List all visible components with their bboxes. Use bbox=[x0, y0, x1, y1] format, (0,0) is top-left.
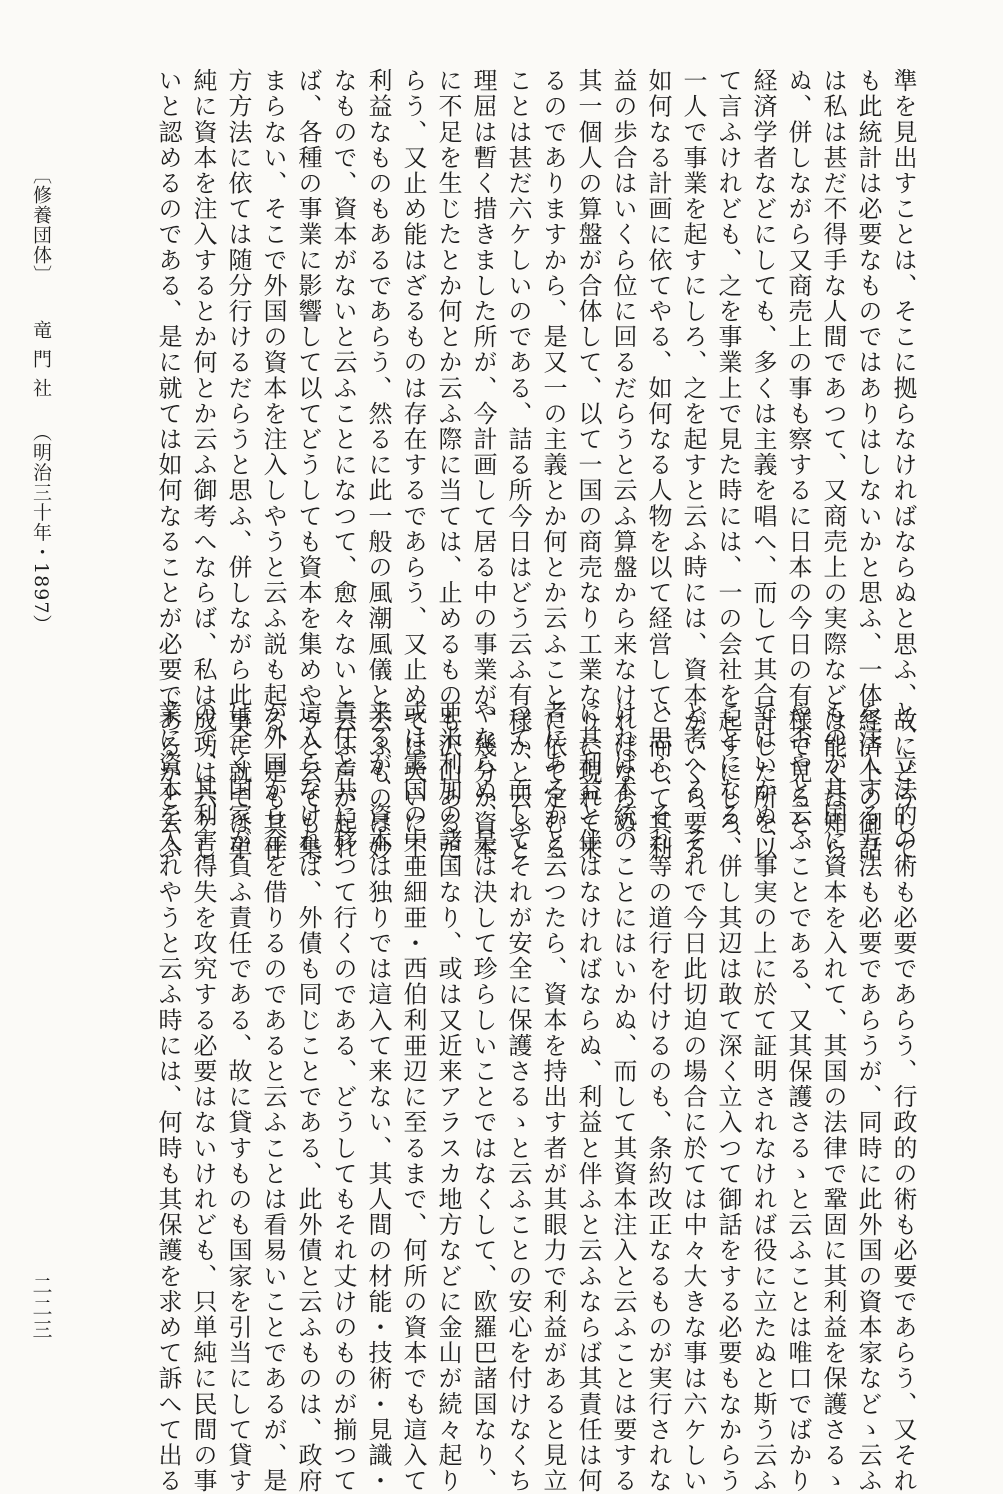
text-column: ば、各種の事業に影響して以てどうしても資本を集めやうと云ても集 bbox=[294, 68, 322, 862]
text-column: ことになる、併し其辺は敢て深く立入つて御話をする必要もなからう bbox=[714, 700, 742, 1494]
text-column: やならぬ、是は決して珍らしいことではなくして、欧羅巴諸国なり、 bbox=[469, 700, 497, 1494]
text-column: ぬ、併しながら又商売上の事も察するに日本の今日の有様で見ると、 bbox=[784, 68, 812, 862]
text-column: と思ふ、それ等の道行を付けるのも、条約改正なるものが実行されな bbox=[644, 700, 672, 1494]
text-column: が外国から金を借りるのであると云ふことは看易いことであるが、是 bbox=[259, 700, 287, 1494]
text-column: なもので、資本がないと云ふことになつて、愈々ないと云ふ声が起れ bbox=[329, 68, 357, 862]
source-organization: 〔修養団体〕 bbox=[30, 165, 52, 285]
text-column: 一人で事業を起すにしろ、之を起すと云ふ時には、資本がいくら要る bbox=[679, 68, 707, 862]
text-column: 者にあるかと云つたら、資本を持出す者が其眼力で利益があると見立 bbox=[539, 700, 567, 1494]
text-column: は全く国家が負ふ責任である、故に貸すものも国家を引当にして貸す bbox=[224, 700, 252, 1494]
text-column: ので、其利害得失を攻究する必要はないけれども、只単純に民間の事 bbox=[189, 700, 217, 1494]
text-column: 準を見出すことは、そこに拠らなければならぬと思ふ、故にどうして bbox=[889, 68, 917, 862]
text-column: ではいかぬ、事実の上に於て証明されなければ役に立たぬと斯う云ふ bbox=[749, 700, 777, 1494]
text-column: に其利益と伴はなければならぬ、利益と伴ふと云ふならば其責任は何 bbox=[574, 700, 602, 1494]
text-column: ことは甚だ六ケしいのである、詰る所今日はどう云ふ有様かと云ふと bbox=[504, 68, 532, 862]
text-column: と、立法的の術も必要であらう、行政的の術も必要であらう、又それ bbox=[889, 700, 917, 1494]
text-column: ければ本統のことにはいかぬ、而して其資本注入と云ふことは要する bbox=[609, 700, 637, 1494]
text-column: 責任と共に移つて行くのである、どうしてもそれ丈けのものが揃つて bbox=[329, 700, 357, 1494]
text-column: 利益なものもあるであらう、然るに此一般の風潮風儀と云ふものは妙 bbox=[364, 68, 392, 862]
text-column: 這入らなければ、外債も同じことである、此外債と云ふものは、政府 bbox=[294, 700, 322, 1494]
source-date: （明治三十年・1897） bbox=[30, 422, 52, 635]
text-column: 或は露国の中亜細亜・西伯利亜辺に至るまで、何所の資本でも這入て bbox=[399, 700, 427, 1494]
text-column: 来るが、資本は独りでは這入て来ない、其人間の材能・技術・見識・ bbox=[364, 700, 392, 1494]
page-number: 二二三 bbox=[29, 1275, 53, 1341]
text-column: 如何なる計画に依てやる、如何なる人物を以て経営して、而して其利 bbox=[644, 68, 672, 862]
text-column: 方方法に依ては随分行けるだらうと思ふ、併しながら此事に就ては単 bbox=[224, 68, 252, 862]
text-column: 理屈は暫く措きました所が、今計画して居る中の事業が、幾分か資本 bbox=[469, 68, 497, 862]
text-block-top bbox=[154, 68, 920, 862]
text-column: 経済学者などにしても、多くは主義を唱へ、而して其合計した所を以 bbox=[749, 68, 777, 862]
text-column: や否やと云ふことである、又其保護さるゝと云ふことは唯口でばかり bbox=[784, 700, 812, 1494]
text-column: るのでありますから、是又一の主義とか何とか云ふことに依て定むる bbox=[539, 68, 567, 862]
text-column: 其一個人の算盤が合体して、以て一国の商売なり工業なりに現れて来 bbox=[574, 68, 602, 862]
text-column: 亜米利加の諸国なり、或は又近来アラスカ地方などに金山が続々起り bbox=[434, 700, 462, 1494]
text-column: は私は甚だ不得手な人間であつて、又商売上の実際などは能くは知ら bbox=[819, 68, 847, 862]
source-citation bbox=[22, 165, 56, 685]
text-column: ものが其国に資本を入れて、其国の法律で鞏固に其利益を保護さるゝ bbox=[819, 700, 847, 1494]
text-column: いと認めるのである、是に就ては如何なることが必要であるかと云ふ bbox=[154, 68, 182, 862]
text-column: つて、而してそれが安全に保護さるゝと云ふことの安心を付けなくち bbox=[504, 700, 532, 1494]
text-column: と考へる、それで今日此切迫の場合に於ては中々大きな事は六ケしい bbox=[679, 700, 707, 1494]
text-column: まらない、そこで外国の資本を注入しやうと云ふ説も起る、是も其仕 bbox=[259, 68, 287, 862]
text-column: 益の歩合はいくら位に回るだらうと云ふ算盤から来なければならぬ、 bbox=[609, 68, 637, 862]
text-column: らう、又止め能はざるものは存在するであらう、又止めては大いに不 bbox=[399, 68, 427, 862]
text-block-bottom bbox=[90, 700, 920, 1494]
text-column: 業に資本を入れやうと云ふ時には、何時も其保護を求めて訴へて出る bbox=[154, 700, 182, 1494]
text-column: て言ふけれども、之を事業上で見た時には、一の会社を起すにしろ、 bbox=[714, 68, 742, 862]
text-column: も此統計は必要なものではありはしないかと思ふ、一体経済上の御話 bbox=[854, 68, 882, 862]
source-publisher: 竜門社 bbox=[30, 320, 52, 408]
text-column: に不足を生じたとか何とか云ふ際に当ては、止めるものも沢山あるだ bbox=[434, 68, 462, 862]
text-column: を注入する方法も必要であらうが、同時に此外国の資本家などゝ云ふ bbox=[854, 700, 882, 1494]
text-column: 純に資本を注入するとか何とか云ふ御考へならば、私は成功は六ケし bbox=[189, 68, 217, 862]
